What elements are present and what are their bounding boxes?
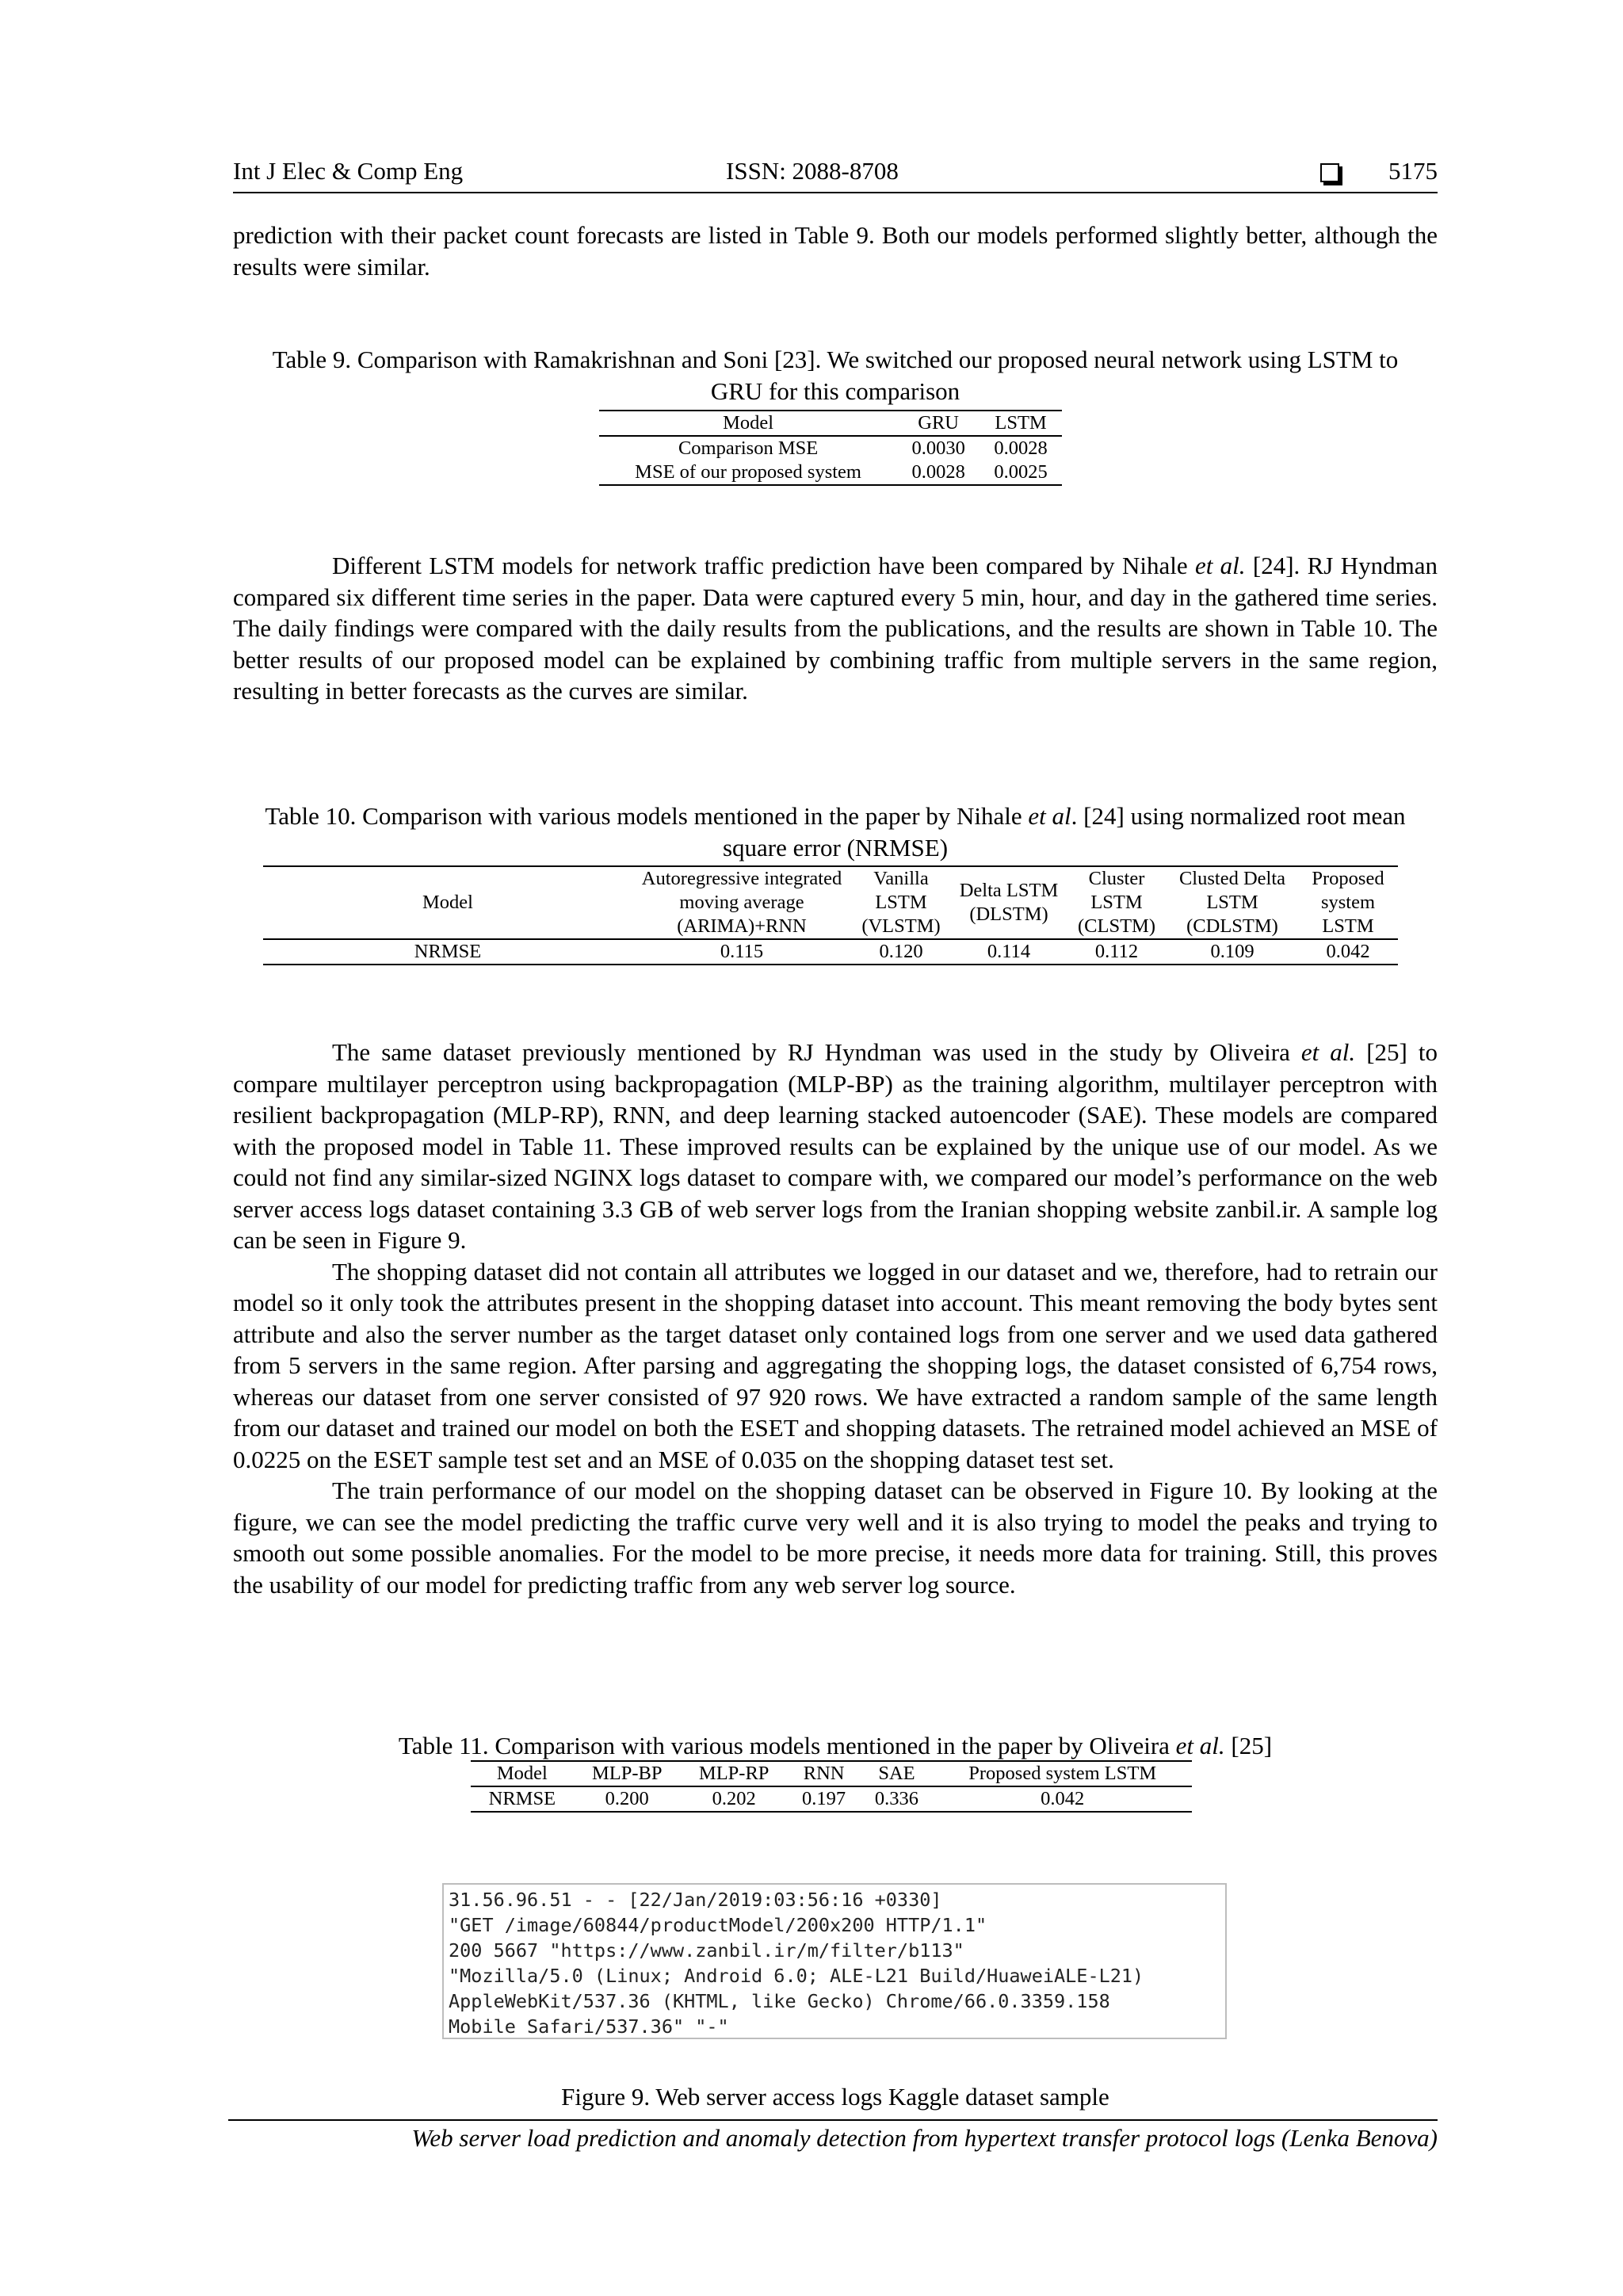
table9-header: LSTM xyxy=(980,411,1062,436)
table9-cell: 0.0025 xyxy=(980,460,1062,485)
log-line: "Mozilla/5.0 (Linux; Android 6.0; ALE-L21 Build/HuaweiALE-L21) xyxy=(449,1965,1144,1987)
table9-cell: 0.0028 xyxy=(897,460,980,485)
square-bullet-icon xyxy=(1320,163,1339,182)
table10-cell: NRMSE xyxy=(263,939,632,965)
table9-caption: Table 9. Comparison with Ramakrishnan and Soni [23]. We switched our proposed neural network using LSTM to GRU for this comparison xyxy=(272,346,1399,405)
table11-caption: Table 11. Comparison with various models mentioned in the paper by Oliveira et al. [25] xyxy=(398,1732,1273,1759)
table9-cell: 0.0028 xyxy=(994,437,1048,459)
log-sample-box xyxy=(442,1883,1227,2039)
table10-cell: 0.042 xyxy=(1298,939,1398,965)
table9 xyxy=(599,410,1062,486)
table11-header: RNN xyxy=(788,1761,861,1786)
table9-cell: Comparison MSE xyxy=(678,437,819,459)
table11-header: SAE xyxy=(861,1761,934,1786)
table11-cell: 0.336 xyxy=(861,1786,934,1812)
running-header xyxy=(233,155,1438,193)
table11-header: Proposed system LSTM xyxy=(933,1761,1192,1786)
table10-header: Delta LSTM (DLSTM) xyxy=(951,866,1067,939)
footer-rule xyxy=(228,2119,1438,2121)
table-row xyxy=(599,460,1062,485)
table10-cell: 0.120 xyxy=(851,939,951,965)
journal-name: Int J Elec & Comp Eng xyxy=(233,157,464,185)
nihale-paragraph: Different LSTM models for network traffic prediction have been compared by Nihale et al. [24]. RJ Hyndman compared six different time series in the paper. Data were captured every 5 min, hour, and day in the gathered time series. The daily findings were compared with the daily results from the publications, and the results are shown in Table 10. The better results of our proposed model can be explained by combining traffic from multiple servers in the same region, resulting in better forecasts as the curves are similar. xyxy=(233,552,1438,705)
log-line: 31.56.96.51 - - [22/Jan/2019:03:56:16 +0330] xyxy=(449,1889,942,1911)
table10-cell: 0.112 xyxy=(1067,939,1167,965)
log-line: 200 5667 "https://www.zanbil.ir/m/filter/b113" xyxy=(449,1939,964,1962)
table11-cell: 0.200 xyxy=(574,1786,681,1812)
table-row xyxy=(471,1786,1192,1812)
table11-cell: 0.197 xyxy=(788,1786,861,1812)
table10-cell: 0.115 xyxy=(632,939,851,965)
table-row xyxy=(599,436,1062,460)
log-line: Mobile Safari/537.36" "-" xyxy=(449,2015,729,2038)
figure9-caption: Figure 9. Web server access logs Kaggle dataset sample xyxy=(561,2083,1109,2111)
table10-cell: 0.114 xyxy=(951,939,1067,965)
table9-cell: MSE of our proposed system xyxy=(599,460,897,485)
page-number: 5175 xyxy=(1388,157,1438,185)
table11 xyxy=(471,1760,1192,1813)
table10-header: Model xyxy=(263,866,632,939)
table10-header: Vanilla LSTM (VLSTM) xyxy=(851,866,951,939)
table10-header: Cluster LSTM (CLSTM) xyxy=(1067,866,1167,939)
table11-header: MLP-BP xyxy=(574,1761,681,1786)
intro-paragraph: prediction with their packet count forecasts are listed in Table 9. Both our models performed slightly better, although the results were similar. xyxy=(233,221,1438,281)
table10-caption: Table 10. Comparison with various models mentioned in the paper by Nihale et al. [24] using normalized root mean square error (NRMSE) xyxy=(265,802,1406,861)
table11-cell: NRMSE xyxy=(471,1786,574,1812)
log-line: AppleWebKit/537.36 (KHTML, like Gecko) Chrome/66.0.3359.158 xyxy=(449,1990,1110,2012)
table9-header: Model xyxy=(599,411,897,436)
table10-header: Autoregressive integrated moving average (ARIMA)+RNN xyxy=(632,866,851,939)
oliveira-paragraphs: The same dataset previously mentioned by RJ Hyndman was used in the study by Oliveira et al. [25] to compare multilayer perceptron using backpropagation (MLP-BP) as the training algorithm, multilayer perceptron with resilient backpropagation (MLP-RP), RNN, and deep learning stacked autoencoder (SAE). These models are compared with the proposed model in Table 11. These improved results can be explained by the unique use of our model. As we could not find any similar-sized NGINX logs dataset to compare with, we compared our model’s performance on the web server access logs dataset containing 3.3 GB of web server logs from the Iranian shopping website zanbil.ir. A sample log can be seen in Figure 9. The shopping dataset did not contain all attributes we logged in our dataset and we, therefore, had to retrain our model so it only took the attributes present in the shopping dataset into account. This meant removing the body bytes sent attribute and also the server number as the target dataset only contained logs from one server and we used data gathered from 5 servers in the same region. After parsing and aggregating the shopping logs, the dataset consisted of 6,754 rows, whereas our dataset from one server consisted of 97 920 rows. We have extracted a random sample of the same length from our dataset and trained our model on both the ESET and shopping datasets. The retrained model achieved an MSE of 0.0225 on the ESET sample test set and an MSE of 0.035 on the shopping dataset test set. The train performance of our model on the shopping dataset can be observed in Figure 10. By looking at the figure, we can see the model predicting the traffic curve very well and it is also trying to model the peaks and trying to smooth out some possible anomalies. For the model to be more precise, it needs more data for training. Still, this proves the usability of our model for predicting traffic from any web server log source. xyxy=(233,1038,1438,1599)
running-footer: Web server load prediction and anomaly detection from hypertext transfer protocol logs (Lenka Benova) xyxy=(411,2124,1438,2152)
table10 xyxy=(263,865,1398,965)
log-line: "GET /image/60844/productModel/200x200 HTTP/1.1" xyxy=(449,1914,987,1936)
issn: ISSN: 2088-8708 xyxy=(726,157,899,185)
table10-cell: 0.109 xyxy=(1167,939,1298,965)
table11-cell: 0.202 xyxy=(681,1786,788,1812)
table-row xyxy=(263,939,1398,965)
table11-header: Model xyxy=(471,1761,574,1786)
table9-cell: 0.0030 xyxy=(911,437,965,459)
table11-header: MLP-RP xyxy=(681,1761,788,1786)
table10-header: Proposed system LSTM xyxy=(1298,866,1398,939)
table11-cell: 0.042 xyxy=(933,1786,1192,1812)
table9-header: GRU xyxy=(897,411,980,436)
table10-header: Clusted Delta LSTM (CDLSTM) xyxy=(1167,866,1298,939)
